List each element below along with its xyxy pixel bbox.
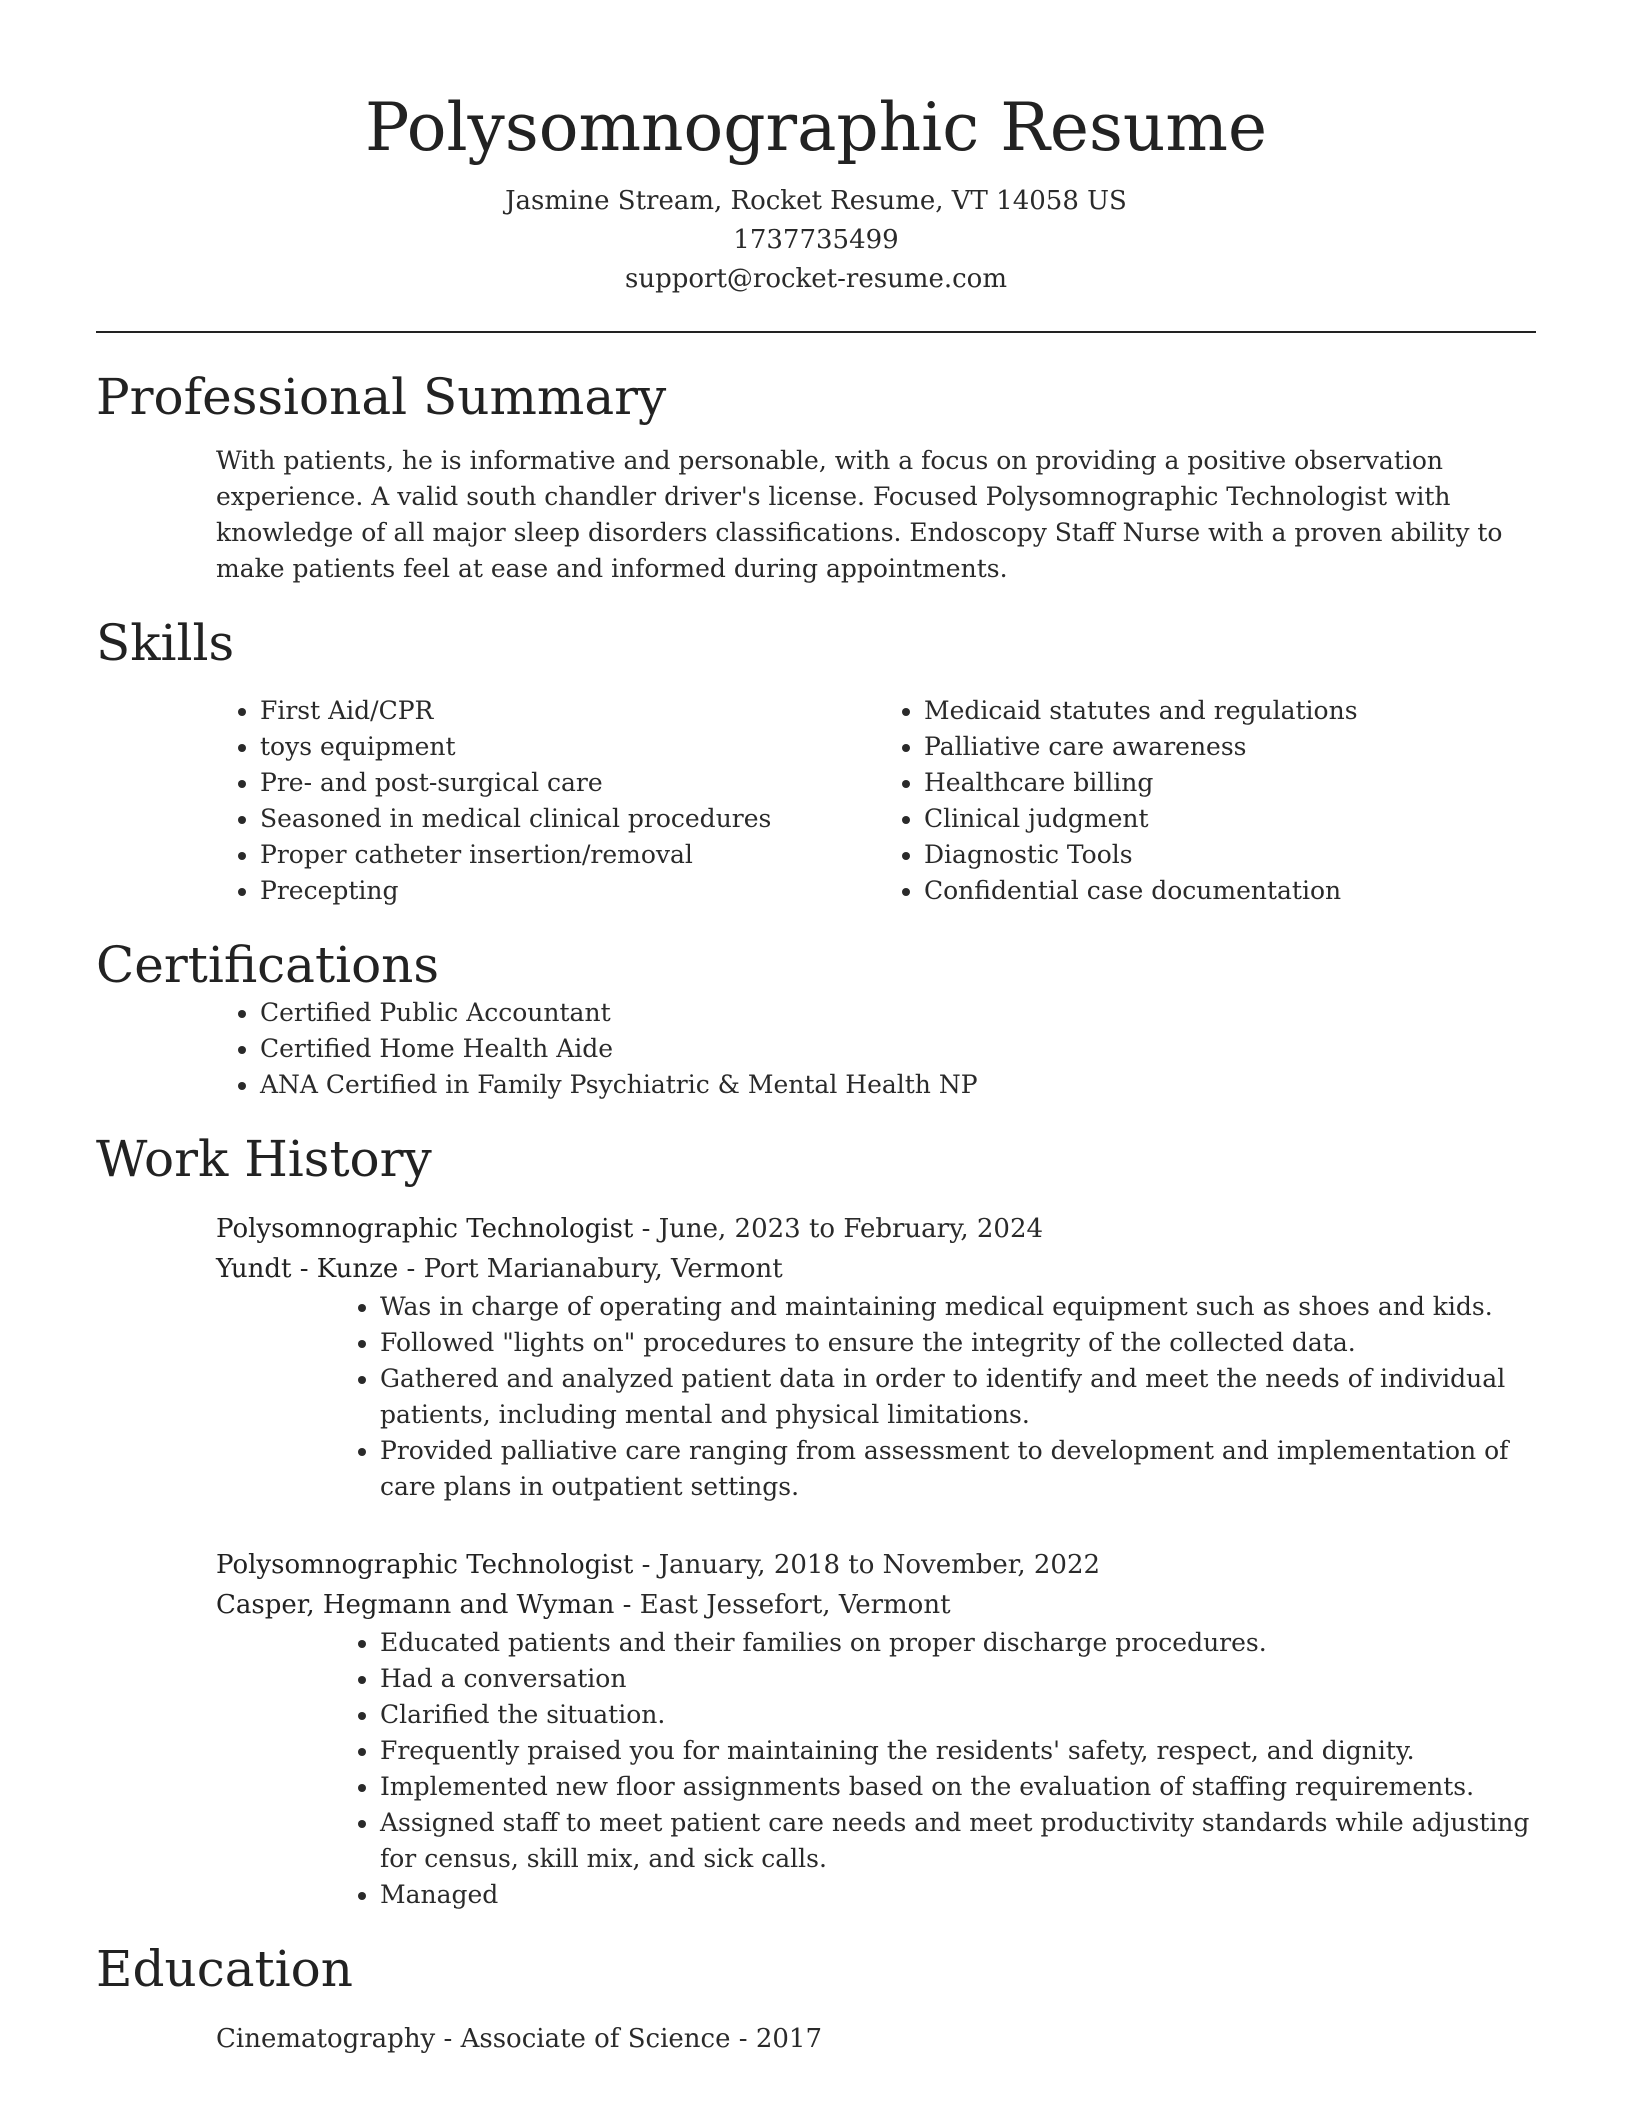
resume-name: Polysomnographic Resume [364, 89, 1268, 166]
skill-item: • Pre- and post-surgical care [260, 765, 910, 801]
job-separator: - [406, 1254, 424, 1284]
job-bullet: • Was in charge of operating and maintaining medical equipment such as shoes and kids. [380, 1289, 1536, 1325]
certification-item: • Certified Home Health Aide [260, 1031, 1536, 1067]
job-dates: June, 2023 to February, 2024 [658, 1214, 1044, 1244]
skill-item: • Proper catheter insertion/removal [260, 837, 910, 873]
skill-item: • Clinical judgment [924, 801, 1358, 837]
contact-address: Jasmine Stream, Rocket Resume, VT 14058 US [505, 186, 1127, 216]
education-separator: - [738, 2024, 756, 2054]
summary-section [96, 367, 1536, 587]
job-company-line [216, 1249, 1536, 1289]
contact-phone: 1737735499 [733, 225, 899, 255]
job-separator: - [641, 1550, 659, 1580]
job-bullet: • Managed [380, 1877, 1536, 1913]
job-bullet: • Clarified the situation. [380, 1697, 1536, 1733]
certifications-section [96, 935, 1536, 1103]
skills-heading: Skills [96, 614, 235, 672]
education-section [96, 1939, 1536, 2059]
certifications-list [96, 995, 1536, 1103]
job-bullet: • Gathered and analyzed patient data in order to identify and meet the needs of individual patients, including mental and physical limitations. [380, 1361, 1536, 1433]
contact-email: support@rocket-resume.com [624, 264, 1007, 294]
job-bullets [216, 1289, 1536, 1505]
education-entry [216, 2019, 1536, 2059]
skill-item: • First Aid/CPR [260, 693, 910, 729]
job-bullet: • Frequently praised you for maintaining the residents' safety, respect, and dignity. [380, 1733, 1536, 1769]
skill-item: • Medicaid statutes and regulations [924, 693, 1358, 729]
job-title: Polysomnographic Technologist [216, 1214, 634, 1244]
job-title: Polysomnographic Technologist [216, 1550, 634, 1580]
job-title-line [216, 1209, 1536, 1249]
summary-text: With patients, he is informative and personable, with a focus on providing a positive observation experience. A valid south chandler driver's license. Focused Polysomnographic Technologist with knowledge of all major sleep disorders classifications. Endoscopy Staff Nurse with a proven ability to make patients feel at ease and informed during appointments. [216, 446, 1503, 583]
education-degree: Associate of Science [460, 2024, 731, 2054]
summary-heading: Professional Summary [96, 368, 667, 426]
job-location: East Jessefort, Vermont [639, 1590, 951, 1620]
education-heading: Education [96, 1940, 353, 1998]
skills-columns [96, 693, 1536, 909]
skill-item: • Confidential case documentation [924, 873, 1358, 909]
certifications-heading: Certifications [96, 936, 440, 994]
skill-item: • Healthcare billing [924, 765, 1358, 801]
job-bullet: • Implemented new floor assignments based on the evaluation of staffing requirements. [380, 1769, 1536, 1805]
job-entry [216, 1209, 1536, 1505]
job-company-line [216, 1585, 1536, 1625]
job-company: Yundt - Kunze [216, 1254, 399, 1284]
job-bullet: • Educated patients and their families on proper discharge procedures. [380, 1625, 1536, 1661]
job-bullets [216, 1625, 1536, 1913]
skill-item: • Palliative care awareness [924, 729, 1358, 765]
job-bullet: • Provided palliative care ranging from assessment to development and implementation of care plans in outpatient settings. [380, 1433, 1536, 1505]
skill-item: • Diagnostic Tools [924, 837, 1358, 873]
education-year: 2017 [755, 2024, 822, 2054]
skill-item: • Seasoned in medical clinical procedures [260, 801, 910, 837]
skills-section [96, 613, 1536, 909]
work-history-heading: Work History [96, 1130, 432, 1188]
job-bullet: • Had a conversation [380, 1661, 1536, 1697]
skills-list-right [910, 693, 1358, 909]
skills-list-left [96, 693, 910, 909]
job-dates: January, 2018 to November, 2022 [658, 1550, 1101, 1580]
job-bullet: • Assigned staff to meet patient care needs and meet productivity standards while adjusting for census, skill mix, and sick calls. [380, 1805, 1536, 1877]
certification-item: • ANA Certified in Family Psychiatric & Mental Health NP [260, 1067, 1536, 1103]
job-location: Port Marianabury, Vermont [423, 1254, 783, 1284]
skill-item: • Precepting [260, 873, 910, 909]
education-field: Cinematography [216, 2024, 436, 2054]
job-entry [216, 1545, 1536, 1913]
job-company: Casper, Hegmann and Wyman [216, 1590, 615, 1620]
resume-header [96, 0, 1536, 299]
work-history-section [96, 1129, 1536, 1913]
certification-item: • Certified Public Accountant [260, 995, 1536, 1031]
job-separator: - [641, 1214, 659, 1244]
skill-item: • toys equipment [260, 729, 910, 765]
education-separator: - [443, 2024, 461, 2054]
header-divider [96, 331, 1536, 333]
job-title-line [216, 1545, 1536, 1585]
job-separator: - [622, 1590, 640, 1620]
job-bullet: • Followed "lights on" procedures to ensure the integrity of the collected data. [380, 1325, 1536, 1361]
